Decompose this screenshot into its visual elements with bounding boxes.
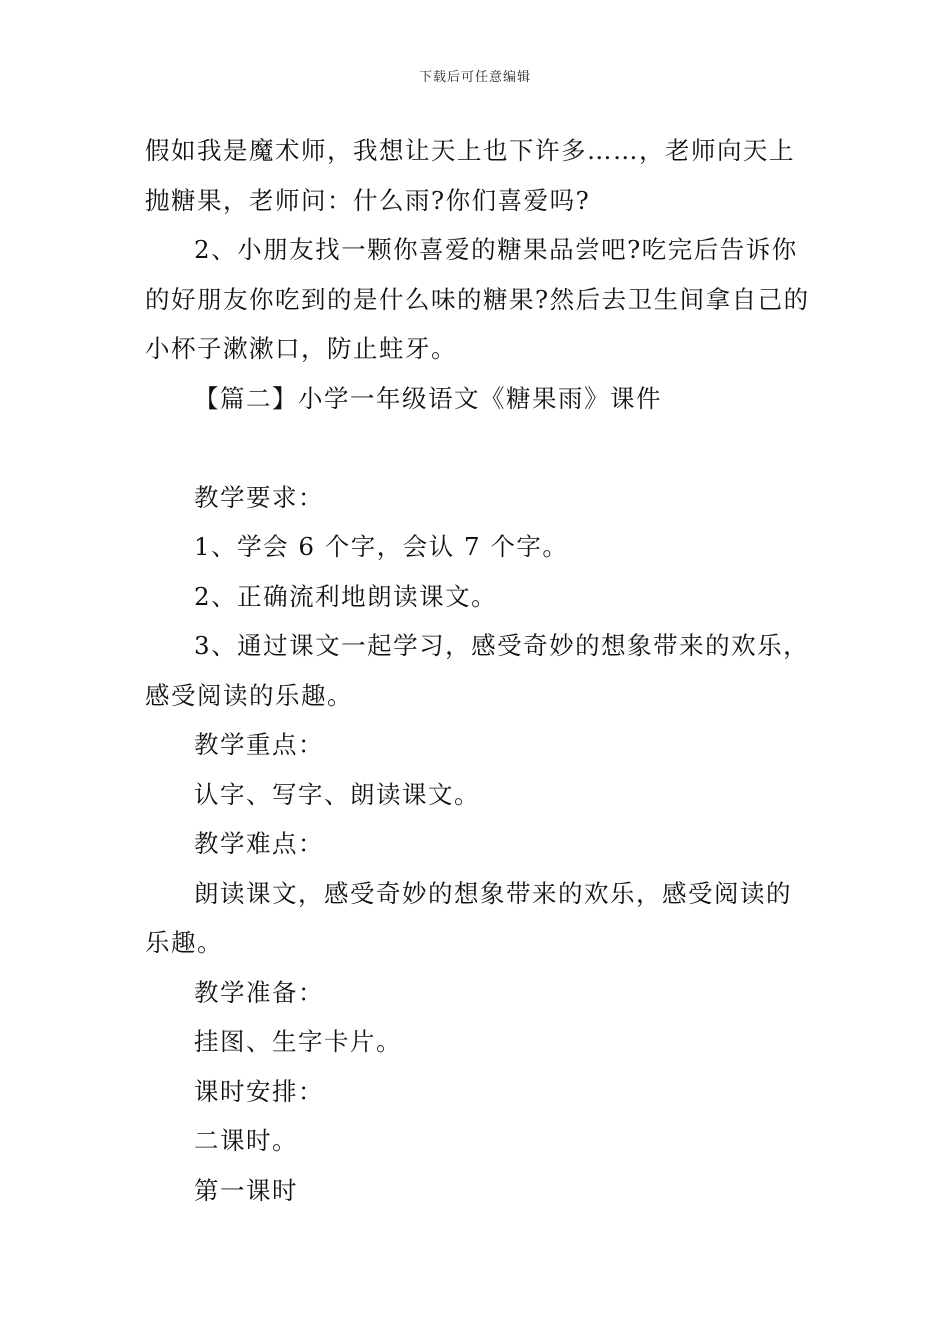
requirement-1: 1、学会 6 个字，会认 7 个字。 <box>194 532 569 561</box>
blank-line <box>145 423 810 473</box>
requirement-2: 2、正确流利地朗读课文。 <box>194 581 498 611</box>
heading-teaching-requirements: 教学要求： <box>194 482 324 512</box>
paragraph-magician: 假如我是魔术师，我想让天上也下许多……，老师向天上抛糖果，老师问：什么雨?你们喜爱吗? <box>145 136 795 215</box>
heading-difficulties: 教学难点： <box>194 829 324 858</box>
key-points-text: 认字、写字、朗读课文。 <box>194 779 480 809</box>
difficulties-text: 朗读课文，感受奇妙的想象带来的欢乐，感受阅读的乐趣。 <box>145 878 792 957</box>
document-body <box>145 126 810 1215</box>
requirement-3: 3、通过课文一起学习，感受奇妙的想象带来的欢乐，感受阅读的乐趣。 <box>145 631 810 710</box>
heading-first-lesson: 第一课时 <box>194 1175 298 1205</box>
header-note: 下载后可任意编辑 <box>418 70 531 85</box>
heading-preparation: 教学准备： <box>194 977 324 1007</box>
schedule-text: 二课时。 <box>194 1126 298 1155</box>
heading-key-points: 教学重点： <box>194 730 324 759</box>
section-title: 【篇二】小学一年级语文《糖果雨》课件 <box>194 383 662 413</box>
paragraph-step-2: 2、小朋友找一颗你喜爱的糖果品尝吧?吃完后告诉你的好朋友你吃到的是什么味的糖果?然后去卫生间拿自己的小杯子漱漱口，防止蛀牙。 <box>145 235 810 363</box>
preparation-text: 挂图、生字卡片。 <box>194 1027 402 1056</box>
heading-schedule: 课时安排： <box>194 1076 324 1106</box>
